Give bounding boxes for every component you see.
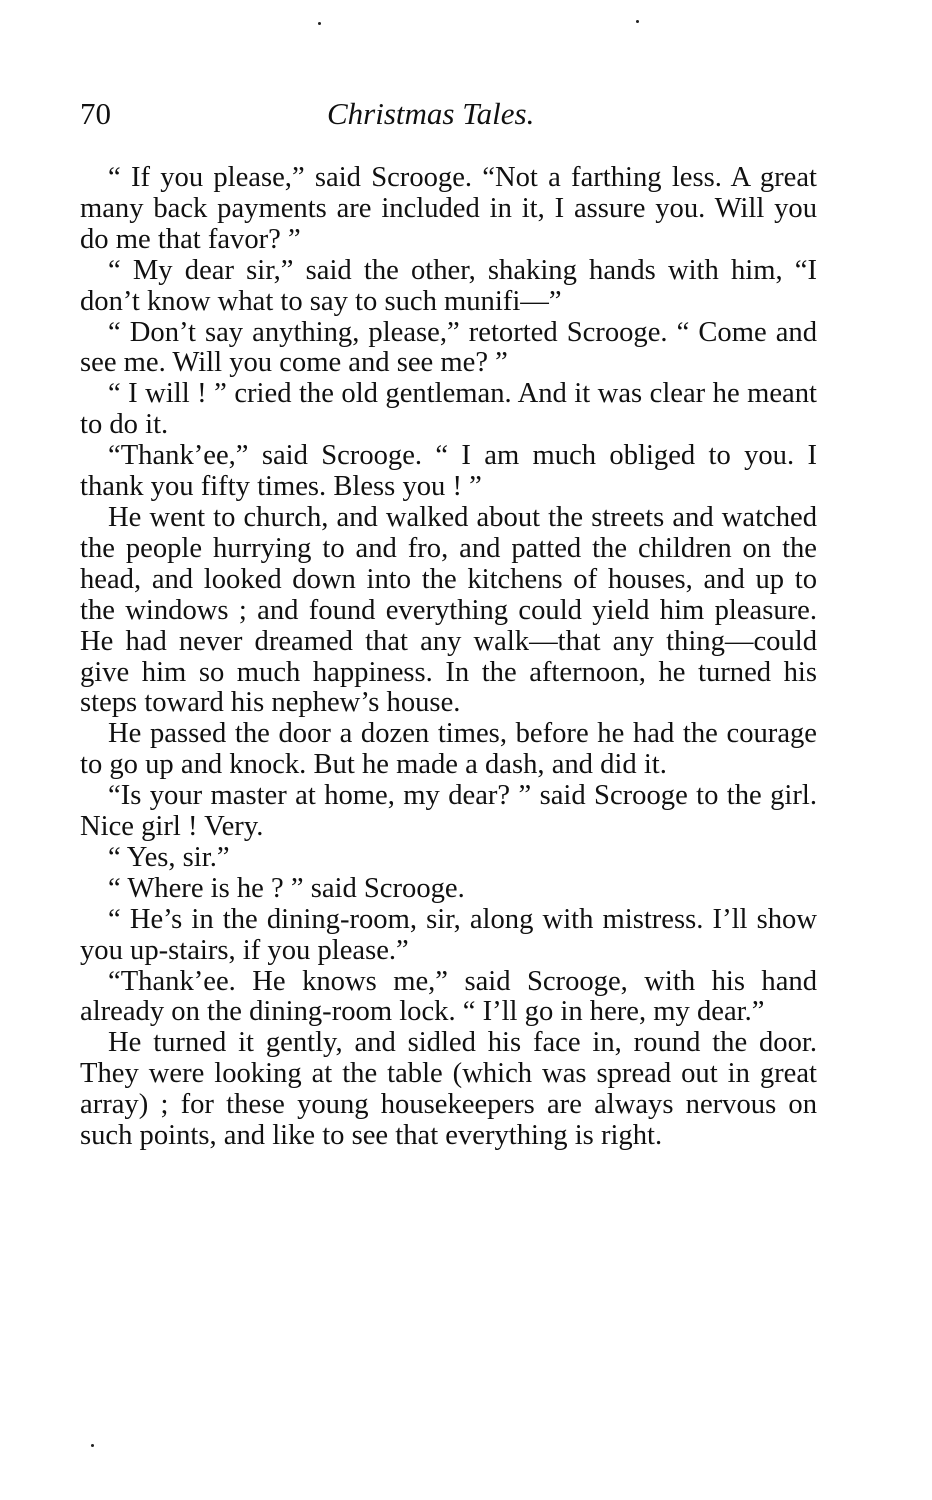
paragraph: He passed the door a dozen times, before he had the courage to go up and knock. But he made a dash, and did it. bbox=[80, 718, 817, 781]
page-number: 70 bbox=[80, 96, 111, 131]
running-header bbox=[80, 96, 820, 140]
running-title: Christmas Tales. bbox=[327, 96, 535, 131]
paragraph: “ He’s in the dining-room, sir, along with mistress. I’ll show you up-stairs, if you please.” bbox=[80, 903, 817, 966]
paragraph: “ If you please,” said Scrooge. “Not a farthing less. A great many back payments are included in it, I assure you. Will you do me that favor? ” bbox=[80, 162, 817, 255]
print-speck bbox=[636, 20, 639, 23]
print-speck bbox=[91, 1444, 94, 1447]
body-text bbox=[80, 163, 817, 1152]
print-speck bbox=[318, 22, 321, 25]
paragraph: He went to church, and walked about the streets and watched the people hurrying to and fro, and patted the children on the head, and looked down into the kitchens of houses, and up to the windows ; and found everything could yield him pleasure. He had never dreamed that any walk—that any thing—could give him so much happiness. In the afternoon, he turned his steps toward his nephew’s house. bbox=[80, 501, 817, 719]
paragraph: “Is your master at home, my dear? ” said Scrooge to the girl. Nice girl ! Very. bbox=[80, 780, 817, 843]
paragraph: He turned it gently, and sidled his face in, round the door. They were looking at the table (which was spread out in great array) ; for these young housekeepers are always nervous on such points, and like to see that everything is right. bbox=[80, 1027, 817, 1152]
paragraph: “ Yes, sir.” bbox=[108, 841, 230, 873]
paragraph: “Thank’ee,” said Scrooge. “ I am much obliged to you. I thank you fifty times. Bless you ! ” bbox=[80, 440, 817, 503]
paragraph: “Thank’ee. He knows me,” said Scrooge, with his hand already on the dining-room lock. “ I’ll go in here, my dear.” bbox=[80, 965, 817, 1028]
paragraph: “ Where is he ? ” said Scrooge. bbox=[108, 872, 465, 904]
paragraph: “ Don’t say anything, please,” retorted Scrooge. “ Come and see me. Will you come and see me? ” bbox=[80, 316, 817, 379]
paragraph: “ I will ! ” cried the old gentleman. And it was clear he meant to do it. bbox=[80, 378, 817, 441]
paragraph: “ My dear sir,” said the other, shaking hands with him, “I don’t know what to say to such munifi—” bbox=[80, 254, 817, 317]
